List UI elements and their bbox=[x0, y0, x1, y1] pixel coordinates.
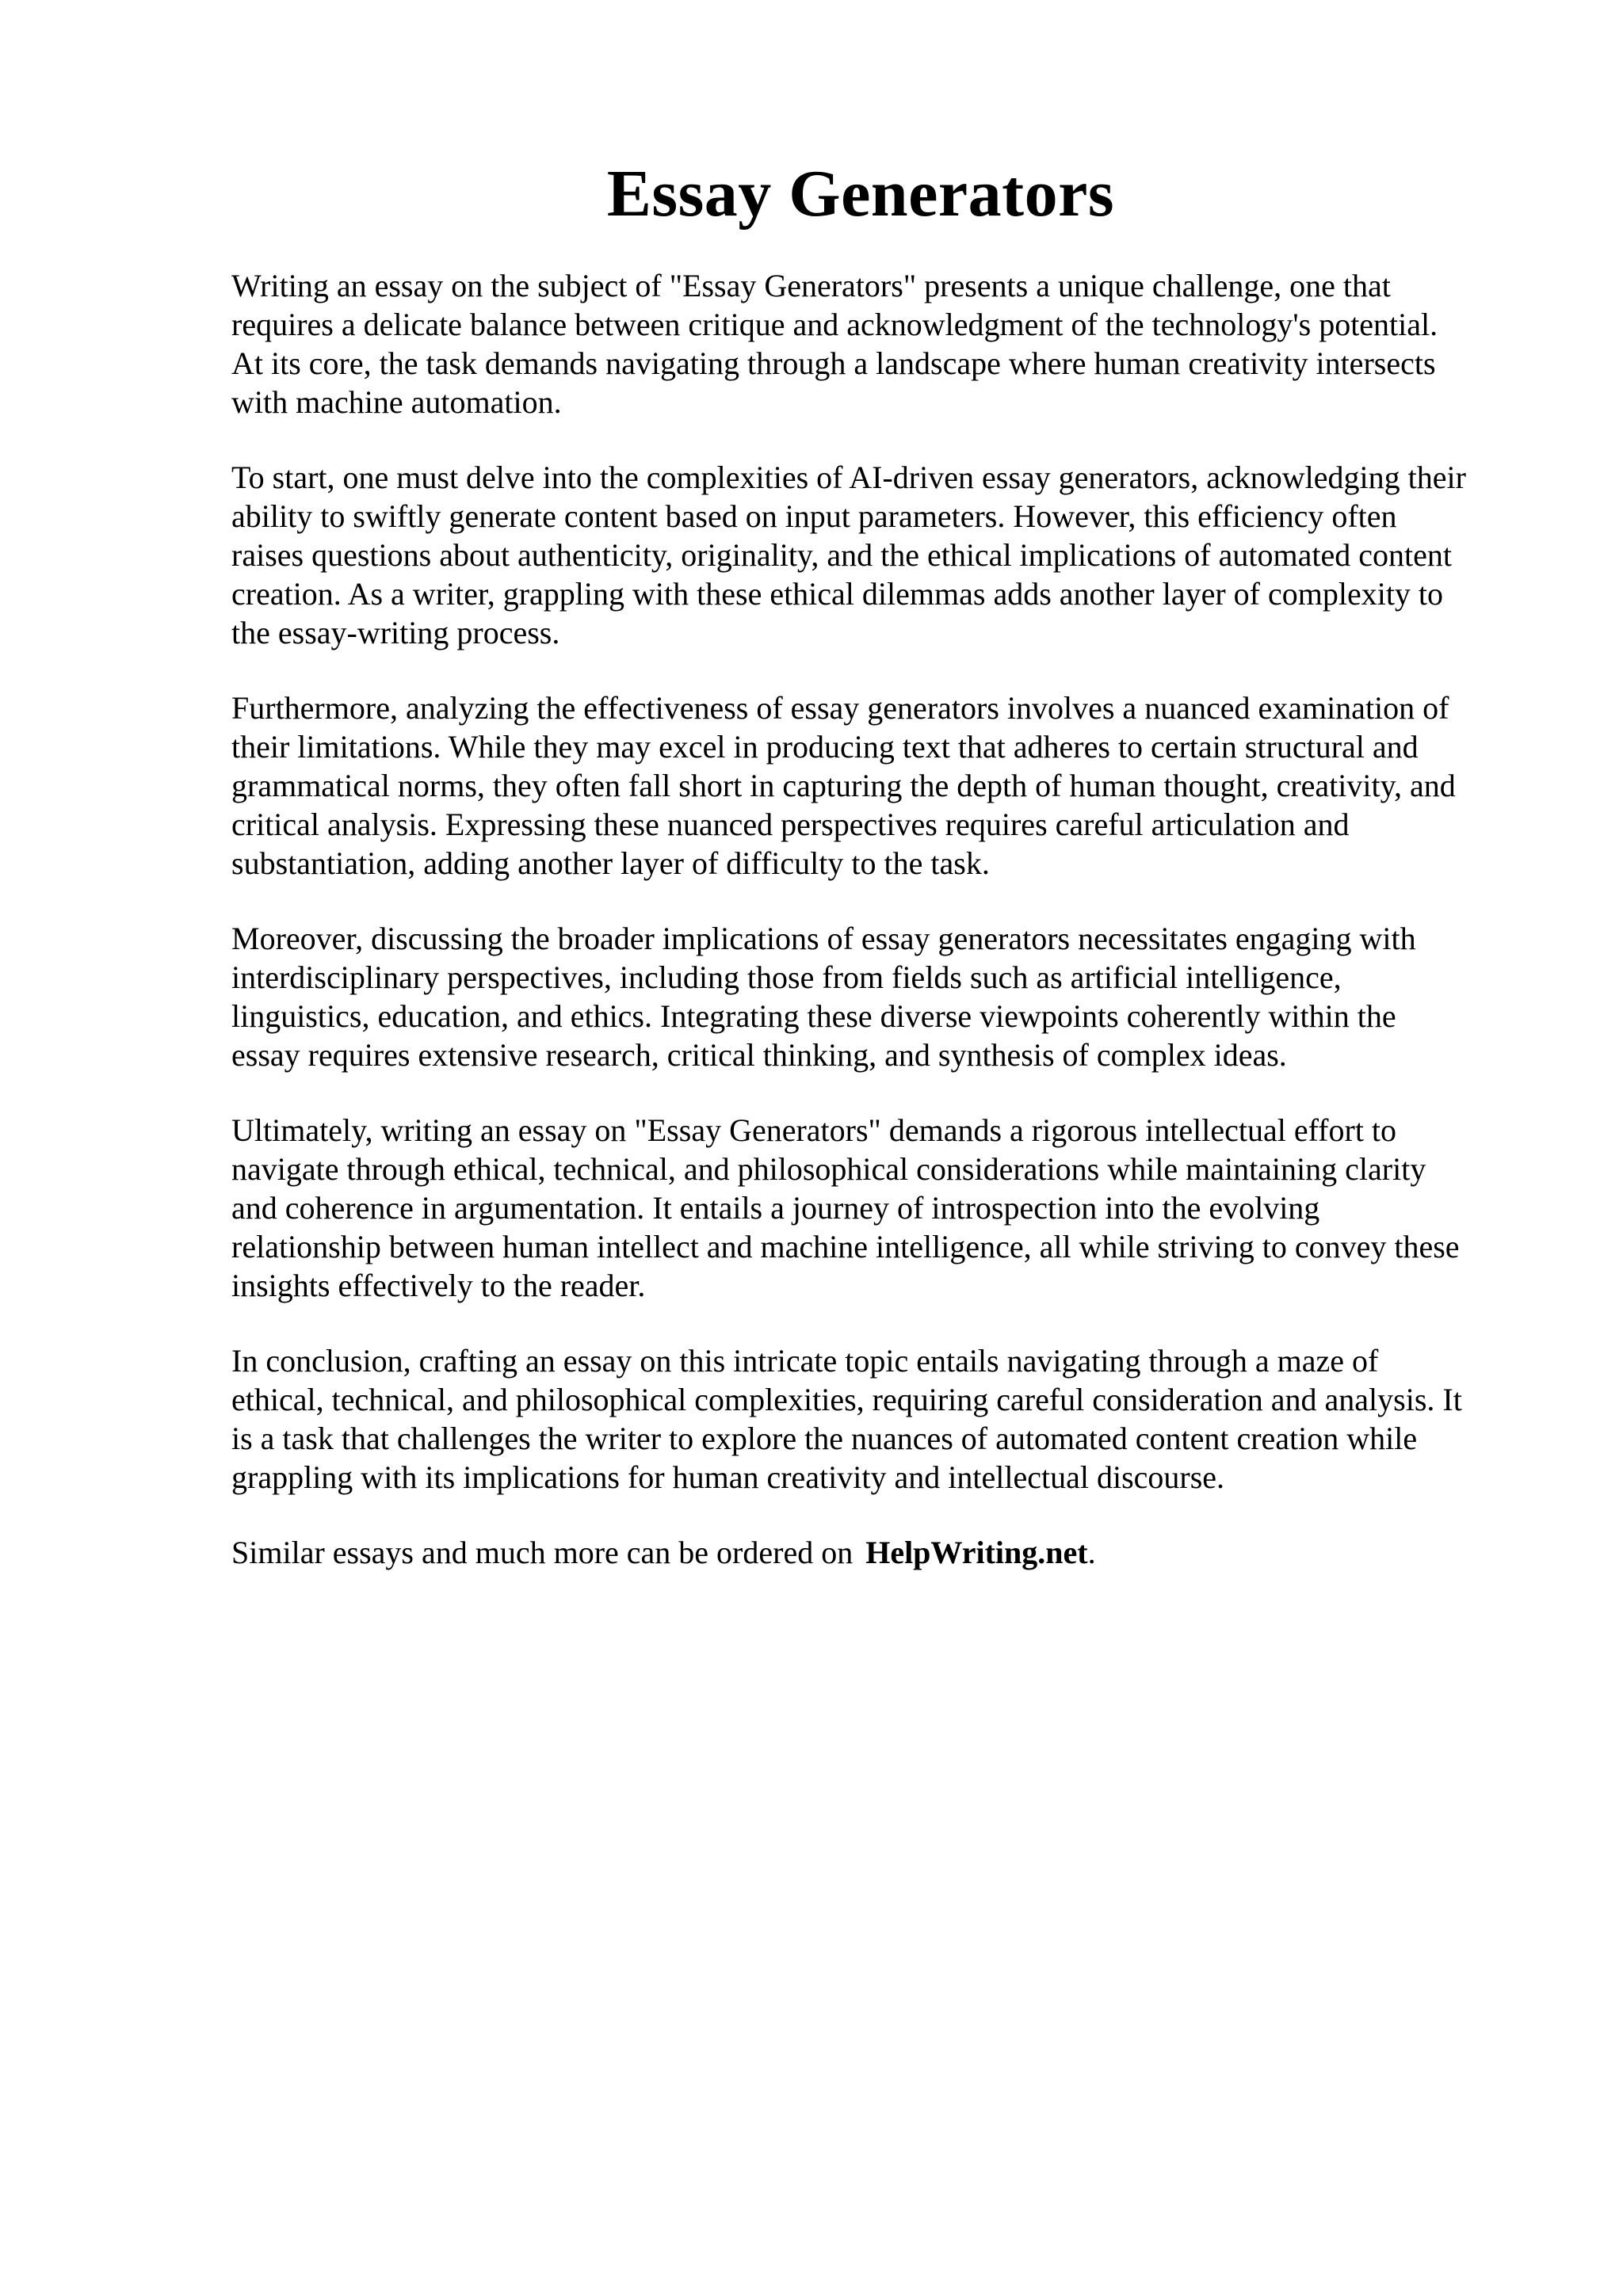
text-line: grappling with its implications for human creativity and intellectual discourse. bbox=[231, 1459, 1225, 1495]
text-line: interdisciplinary perspectives, including those from fields such as artificial intelligence, bbox=[231, 959, 1342, 995]
text-line: substantiation, adding another layer of difficulty to the task. bbox=[231, 845, 990, 881]
paragraph-1 bbox=[231, 266, 1547, 421]
paragraph-2 bbox=[231, 458, 1547, 652]
promo-period: . bbox=[1087, 1535, 1096, 1570]
text-line: insights effectively to the reader. bbox=[231, 1268, 646, 1303]
promo-line bbox=[231, 1533, 1547, 1572]
text-line: their limitations. While they may excel in producing text that adheres to certain structural and bbox=[231, 729, 1419, 765]
text-line: the essay-writing process. bbox=[231, 615, 560, 650]
text-line: To start, one must delve into the complexities of AI-driven essay generators, acknowledging their bbox=[231, 460, 1466, 495]
text-line: essay requires extensive research, critical thinking, and synthesis of complex ideas. bbox=[231, 1037, 1287, 1073]
text-line: Furthermore, analyzing the effectiveness of essay generators involves a nuanced examination of bbox=[231, 690, 1449, 726]
text-line: with machine automation. bbox=[231, 384, 562, 420]
helpwriting-link[interactable]: HelpWriting.net bbox=[865, 1535, 1088, 1570]
text-line: Ultimately, writing an essay on "Essay Generators" demands a rigorous intellectual effort to bbox=[231, 1112, 1397, 1148]
promo-text: Similar essays and much more can be ordered on bbox=[231, 1535, 854, 1570]
text-line: Writing an essay on the subject of "Essay Generators" presents a unique challenge, one that bbox=[231, 268, 1391, 303]
paragraph-3 bbox=[231, 688, 1547, 883]
document-body bbox=[231, 266, 1547, 1608]
paragraph-5 bbox=[231, 1111, 1547, 1305]
text-line: Moreover, discussing the broader implications of essay generators necessitates engaging with bbox=[231, 921, 1416, 956]
text-line: navigate through ethical, technical, and philosophical considerations while maintaining clarity bbox=[231, 1151, 1426, 1187]
document-title: Essay Generators bbox=[606, 157, 1115, 231]
text-line: is a task that challenges the writer to explore the nuances of automated content creation while bbox=[231, 1421, 1418, 1456]
text-line: and coherence in argumentation. It entails a journey of introspection into the evolving bbox=[231, 1190, 1320, 1226]
paragraph-6 bbox=[231, 1341, 1547, 1497]
text-line: raises questions about authenticity, originality, and the ethical implications of automated content bbox=[231, 537, 1452, 573]
paragraph-4 bbox=[231, 919, 1547, 1074]
promo-paragraph bbox=[231, 1533, 1547, 1572]
text-line: linguistics, education, and ethics. Integrating these diverse viewpoints coherently within the bbox=[231, 998, 1396, 1034]
text-line: In conclusion, crafting an essay on this intricate topic entails navigating through a maze of bbox=[231, 1343, 1379, 1379]
text-line: grammatical norms, they often fall short in capturing the depth of human thought, creativity, and bbox=[231, 768, 1456, 803]
text-line: At its core, the task demands navigating through a landscape where human creativity intersects bbox=[231, 345, 1436, 381]
text-line: critical analysis. Expressing these nuanced perspectives requires careful articulation and bbox=[231, 807, 1350, 842]
text-line: requires a delicate balance between critique and acknowledgment of the technology's potential. bbox=[231, 307, 1438, 342]
text-line: creation. As a writer, grappling with these ethical dilemmas adds another layer of complexity to bbox=[231, 576, 1444, 612]
text-line: ability to swiftly generate content based on input parameters. However, this efficiency often bbox=[231, 498, 1397, 534]
text-line: ethical, technical, and philosophical complexities, requiring careful consideration and analysis. It bbox=[231, 1382, 1462, 1417]
text-line: relationship between human intellect and machine intelligence, all while striving to convey these bbox=[231, 1229, 1460, 1264]
